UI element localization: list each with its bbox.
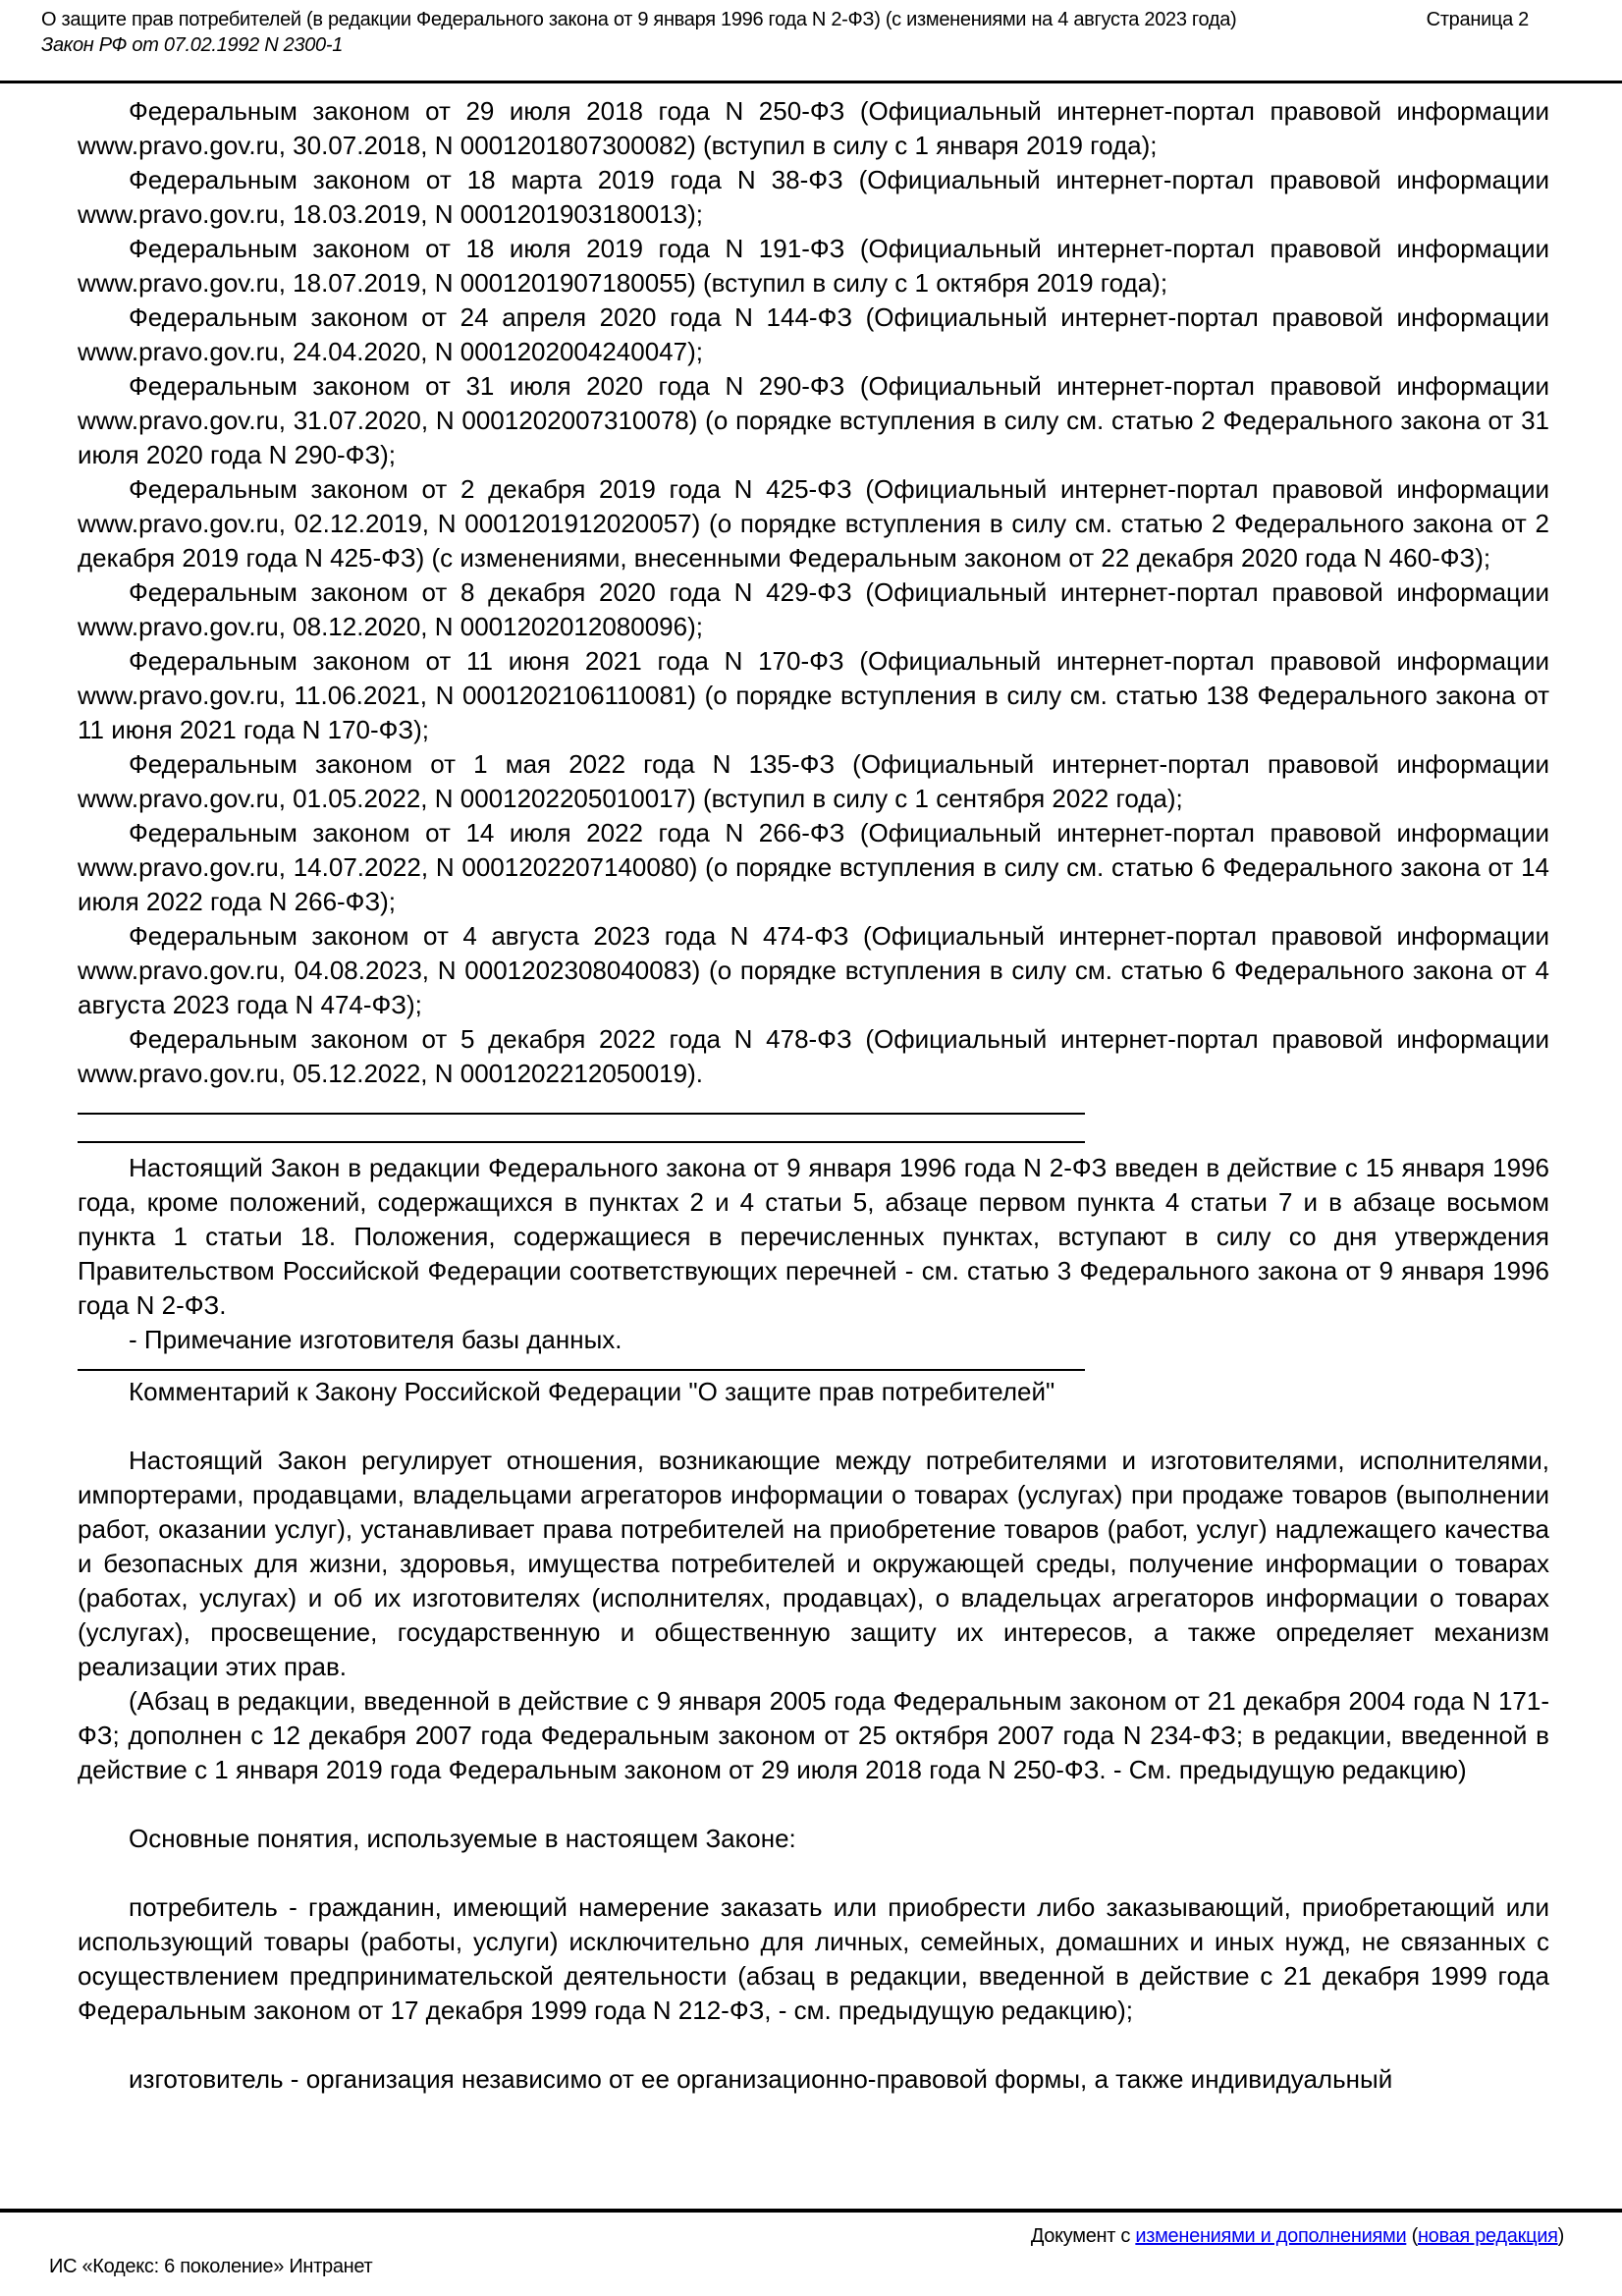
body-paragraph: Федеральным законом от 4 августа 2023 года N 474-ФЗ (Официальный интернет-портал правовой информации www.pravo.gov.ru, 04.08.2023, N 0001202308040083) (о порядке вступления в силу см. статью 6 Федерального закона от 4 августа 2023 года N 474-ФЗ); — [78, 921, 1549, 1019]
spacer — [78, 1115, 1549, 1141]
body-paragraph: Федеральным законом от 14 июля 2022 года N 266-ФЗ (Официальный интернет-портал правовой информации www.pravo.gov.ru, 14.07.2022, N 0001202207140080) (о порядке вступления в силу см. статью 6 Федерального закона от 14 июля 2022 года N 266-ФЗ); — [78, 818, 1549, 916]
body-paragraph: Федеральным законом от 31 июля 2020 года N 290-ФЗ (Официальный интернет-портал правовой информации www.pravo.gov.ru, 31.07.2020, N 0001202007310078) (о порядке вступления в силу см. статью 2 Федерального закона от 31 июля 2020 года N 290-ФЗ); — [78, 371, 1549, 469]
body-paragraph: Настоящий Закон регулирует отношения, возникающие между потребителями и изготовителями, исполнителями, импортерами, продавцами, владельцами агрегаторов информации о товарах (услугах) при продаже товаров (выполнении работ, оказании услуг), устанавливает права потребителей на приобретение товаров (работ, услуг) надлежащего качества и безопасных для жизни, здоровья, имущества потребителей и окружающей среды, получение информации о товарах (работах, услугах) и об их изготовителях (исполнителях, продавцах), о владельцах агрегаторов информации о товарах (услугах), просвещение, государственную и общественную защиту их интересов, а также определяет механизм реализации этих прав. — [78, 1446, 1549, 1681]
body-paragraph: Федеральным законом от 8 декабря 2020 года N 429-ФЗ (Официальный интернет-портал правовой информации www.pravo.gov.ru, 08.12.2020, N 0001202012080096); — [78, 577, 1549, 641]
body-paragraph: Федеральным законом от 29 июля 2018 года N 250-ФЗ (Официальный интернет-портал правовой информации www.pravo.gov.ru, 30.07.2018, N 0001201807300082) (вступил в силу с 1 января 2019 года); — [78, 96, 1549, 160]
spacer — [78, 1091, 1549, 1113]
spacer — [78, 1357, 1549, 1369]
body-paragraph: Настоящий Закон в редакции Федерального закона от 9 января 1996 года N 2-ФЗ введен в действие с 15 января 1996 года, кроме положений, содержащихся в пунктах 2 и 4 статьи 5, абзаце первом пункта 4 статьи 7 и в абзаце восьмом пункта 1 статьи 18. Положения, содержащиеся в перечисленных пунктах, вступают в силу со дня утверждения Правительством Российской Федерации соответствующих перечней - см. статью 3 Федерального закона от 9 января 1996 года N 2-ФЗ. — [78, 1153, 1549, 1320]
document-body — [0, 83, 1622, 2097]
body-paragraph: Федеральным законом от 5 декабря 2022 года N 478-ФЗ (Официальный интернет-портал правовой информации www.pravo.gov.ru, 05.12.2022, N 0001202212050019). — [78, 1024, 1549, 1088]
body-paragraph: Федеральным законом от 18 июля 2019 года N 191-ФЗ (Официальный интернет-портал правовой информации www.pravo.gov.ru, 18.07.2019, N 0001201907180055) (вступил в силу с 1 октября 2019 года); — [78, 234, 1549, 298]
doc-status-prefix: Документ с — [1030, 2225, 1136, 2247]
body-paragraph: Федеральным законом от 2 декабря 2019 года N 425-ФЗ (Официальный интернет-портал правовой информации www.pravo.gov.ru, 02.12.2019, N 0001201912020057) (о порядке вступления в силу см. статью 2 Федерального закона от 2 декабря 2019 года N 425-ФЗ) (с изменениями, внесенными Федеральным законом от 22 декабря 2020 года N 460-ФЗ); — [78, 474, 1549, 573]
body-paragraph: Федеральным законом от 24 апреля 2020 года N 144-ФЗ (Официальный интернет-портал правовой информации www.pravo.gov.ru, 24.04.2020, N 0001202004240047); — [78, 302, 1549, 366]
doc-status-suffix: ) — [1557, 2225, 1564, 2247]
page-footer — [0, 2209, 1622, 2296]
spacer — [78, 1143, 1549, 1151]
spacer — [78, 1409, 1549, 1444]
spacer — [78, 1856, 1549, 1890]
spacer — [78, 1787, 1549, 1822]
app-label: ИС «Кодекс: 6 поколение» Интранет — [49, 2256, 373, 2277]
footer-document-status — [0, 2224, 1622, 2248]
document-reference: Закон РФ от 07.02.1992 N 2300-1 — [41, 34, 344, 56]
body-paragraph: изготовитель - организация независимо от ее организационно-правовой формы, а также индивидуальный — [129, 2064, 1393, 2094]
body-paragraph: - Примечание изготовителя базы данных. — [129, 1325, 622, 1354]
body-paragraph: Федеральным законом от 18 марта 2019 года N 38-ФЗ (Официальный интернет-портал правовой информации www.pravo.gov.ru, 18.03.2019, N 0001201903180013); — [78, 165, 1549, 229]
body-paragraph: Основные понятия, используемые в настоящем Законе: — [129, 1824, 796, 1853]
body-paragraph: (Абзац в редакции, введенной в действие с 9 января 2005 года Федеральным законом от 21 декабря 2004 года N 171-ФЗ; дополнен с 12 декабря 2007 года Федеральным законом от 25 октября 2007 года N 234-ФЗ; в редакции, введенной в действие с 1 января 2019 года Федеральным законом от 29 июля 2018 года N 250-ФЗ. - См. предыдущую редакцию) — [78, 1686, 1549, 1784]
document-title: О защите прав потребителей (в редакции Федерального закона от 9 января 1996 года N 2-ФЗ) (с изменениями на 4 августа 2023 года) — [41, 9, 1237, 30]
page-number-label: Страница 2 — [1426, 9, 1529, 30]
body-paragraph: потребитель - гражданин, имеющий намерение заказать или приобрести либо заказывающий, приобретающий или использующий товары (работы, услуги) исключительно для личных, семейных, домашних и иных нужд, не связанных с осуществлением предпринимательской деятельности (абзац в редакции, введенной в действие с 21 декабря 1999 года Федеральным законом от 17 декабря 1999 года N 212-ФЗ, - см. предыдущую редакцию); — [78, 1892, 1549, 2025]
amendments-link[interactable]: изменениями и дополнениями — [1135, 2225, 1407, 2247]
body-paragraph: Федеральным законом от 11 июня 2021 года N 170-ФЗ (Официальный интернет-портал правовой информации www.pravo.gov.ru, 11.06.2021, N 0001202106110081) (о порядке вступления в силу см. статью 138 Федерального закона от 11 июня 2021 года N 170-ФЗ); — [78, 646, 1549, 744]
doc-status-separator: ( — [1406, 2225, 1418, 2247]
page-header — [0, 0, 1622, 83]
new-edition-link[interactable]: новая редакция — [1417, 2225, 1558, 2247]
body-paragraph: Федеральным законом от 1 мая 2022 года N 135-ФЗ (Официальный интернет-портал правовой информации www.pravo.gov.ru, 01.05.2022, N 0001202205010017) (вступил в силу с 1 сентября 2022 года); — [78, 749, 1549, 813]
spacer — [78, 2028, 1549, 2062]
body-paragraph: Комментарий к Закону Российской Федерации "О защите прав потребителей" — [129, 1377, 1055, 1406]
